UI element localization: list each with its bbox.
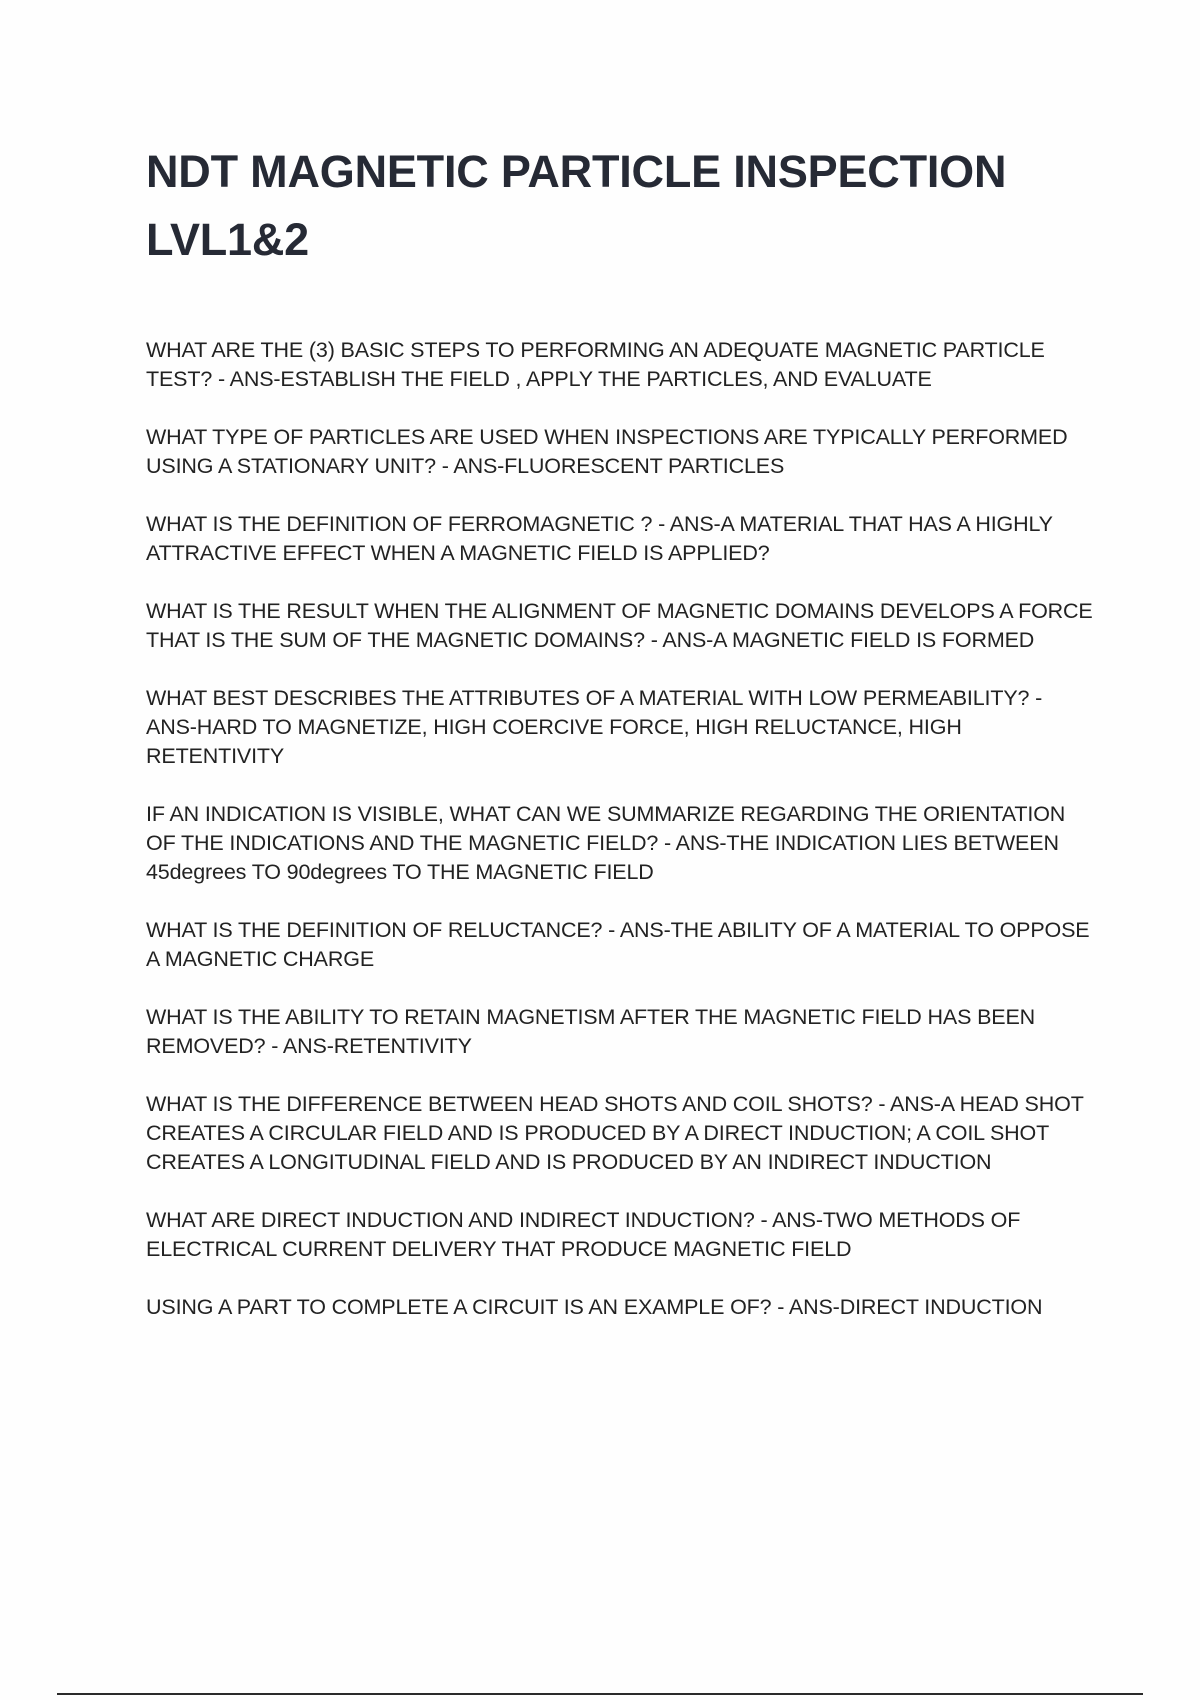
qa-item: IF AN INDICATION IS VISIBLE, WHAT CAN WE SUMMARIZE REGARDING THE ORIENTATION OF THE INDICATIONS AND THE MAGNETIC FIELD? - ANS-THE INDICATION LIES BETWEEN 45degrees TO 90degrees TO THE MAGNETIC FIELD <box>146 802 1066 884</box>
qa-item: WHAT IS THE DEFINITION OF FERROMAGNETIC ? - ANS-A MATERIAL THAT HAS A HIGHLY ATTRACTIVE EFFECT WHEN A MAGNETIC FIELD IS APPLIED? <box>146 512 1053 565</box>
qa-list <box>146 336 1096 1351</box>
page-bottom-rule <box>57 1693 1143 1695</box>
qa-item: WHAT IS THE RESULT WHEN THE ALIGNMENT OF MAGNETIC DOMAINS DEVELOPS A FORCE THAT IS THE SUM OF THE MAGNETIC DOMAINS? - ANS-A MAGNETIC FIELD IS FORMED <box>146 599 1093 652</box>
document-title: NDT MAGNETIC PARTICLE INSPECTION LVL1&2 <box>146 146 1007 265</box>
qa-item: WHAT IS THE DEFINITION OF RELUCTANCE? - ANS-THE ABILITY OF A MATERIAL TO OPPOSE A MAGNETIC CHARGE <box>146 918 1090 971</box>
qa-item: WHAT IS THE ABILITY TO RETAIN MAGNETISM AFTER THE MAGNETIC FIELD HAS BEEN REMOVED? - ANS-RETENTIVITY <box>146 1005 1036 1058</box>
qa-item: WHAT ARE THE (3) BASIC STEPS TO PERFORMING AN ADEQUATE MAGNETIC PARTICLE TEST? - ANS-ESTABLISH THE FIELD , APPLY THE PARTICLES, AND EVALUATE <box>146 338 1045 391</box>
qa-item: WHAT BEST DESCRIBES THE ATTRIBUTES OF A MATERIAL WITH LOW PERMEABILITY? - ANS-HARD TO MAGNETIZE, HIGH COERCIVE FORCE, HIGH RELUCTANCE, HIGH RETENTIVITY <box>146 686 1043 768</box>
qa-item: USING A PART TO COMPLETE A CIRCUIT IS AN EXAMPLE OF? - ANS-DIRECT INDUCTION <box>146 1295 1043 1319</box>
qa-item: WHAT TYPE OF PARTICLES ARE USED WHEN INSPECTIONS ARE TYPICALLY PERFORMED USING A STATIONARY UNIT? - ANS-FLUORESCENT PARTICLES <box>146 425 1068 478</box>
qa-item: WHAT ARE DIRECT INDUCTION AND INDIRECT INDUCTION? - ANS-TWO METHODS OF ELECTRICAL CURRENT DELIVERY THAT PRODUCE MAGNETIC FIELD <box>146 1208 1021 1261</box>
qa-item: WHAT IS THE DIFFERENCE BETWEEN HEAD SHOTS AND COIL SHOTS? - ANS-A HEAD SHOT CREATES A CIRCULAR FIELD AND IS PRODUCED BY A DIRECT INDUCTION; A COIL SHOT CREATES A LONGITUDINAL FIELD AND IS PRODUCED BY AN INDIRECT INDUCTION <box>146 1092 1084 1174</box>
